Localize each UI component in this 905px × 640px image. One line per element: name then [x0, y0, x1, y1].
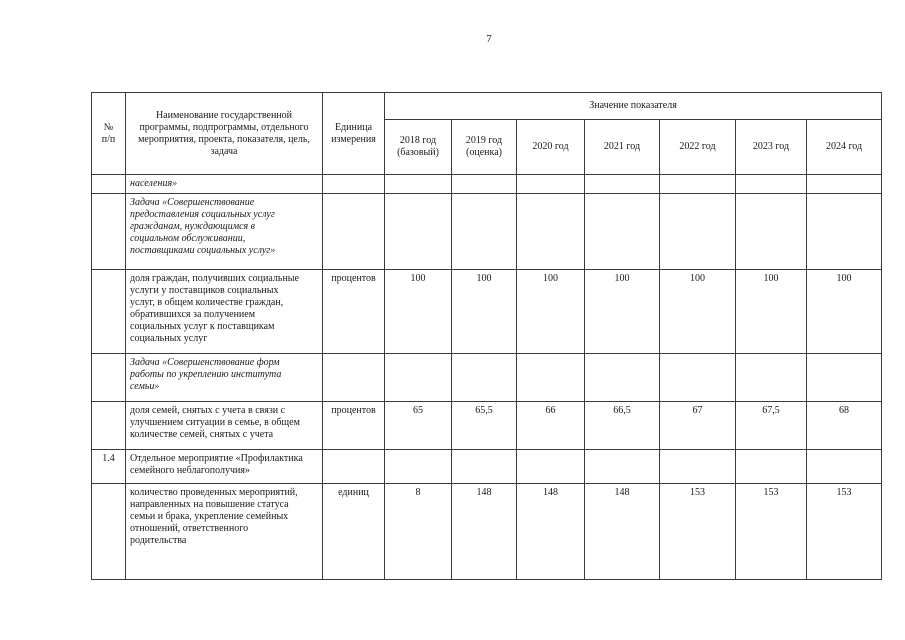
row-value-cell	[660, 402, 736, 450]
row-value-cell	[660, 450, 736, 484]
row-value-cell	[452, 354, 517, 402]
row-value-cell	[452, 194, 517, 270]
table-row	[92, 354, 882, 402]
row-unit-cell	[323, 484, 385, 580]
row-name-cell-text: Задача «Совершенствование предоставления социальных услуг гражданам, нуждающимся в социальном обслуживании, поставщиками социальных услуг»	[130, 197, 276, 256]
row-unit-cell-text: единиц	[338, 487, 369, 498]
row-value-cell	[736, 270, 807, 354]
row-value-cell-text: 153	[690, 487, 705, 498]
row-name-cell	[126, 450, 323, 484]
row-number-cell	[92, 354, 126, 402]
row-name-cell-text: доля семей, снятых с учета в связи с улучшением ситуации в семье, в общем количестве семей, снятых с учета	[130, 405, 300, 440]
row-value-cell	[736, 354, 807, 402]
row-name-cell	[126, 484, 323, 580]
row-value-cell-text: 100	[690, 273, 705, 284]
row-value-cell	[660, 194, 736, 270]
row-value-cell-text: 100	[836, 273, 852, 284]
row-value-cell-text: 100	[543, 273, 558, 284]
row-value-cell	[517, 450, 585, 484]
row-name-cell	[126, 402, 323, 450]
table-header	[92, 93, 882, 175]
row-value-cell	[807, 354, 882, 402]
row-unit-cell-text: процентов	[331, 273, 376, 284]
row-value-cell	[385, 175, 452, 194]
page-number: 7	[486, 33, 492, 45]
row-value-cell	[385, 450, 452, 484]
row-value-cell	[517, 402, 585, 450]
row-value-cell	[517, 175, 585, 194]
indicators-table	[91, 92, 882, 580]
row-unit-cell	[323, 194, 385, 270]
table-row	[92, 450, 882, 484]
row-value-cell	[452, 175, 517, 194]
row-name-cell-text: Задача «Совершенствование форм работы по укреплению института семьи»	[130, 357, 282, 392]
row-number-cell-text: 1.4	[102, 453, 115, 464]
row-value-cell	[736, 175, 807, 194]
row-value-cell	[585, 175, 660, 194]
row-value-cell	[585, 402, 660, 450]
row-value-cell	[517, 270, 585, 354]
row-value-cell	[736, 484, 807, 580]
table-row	[92, 175, 882, 194]
header-year-2020: 2020 год	[517, 120, 585, 175]
row-value-cell	[585, 354, 660, 402]
row-unit-cell	[323, 175, 385, 194]
row-name-cell	[126, 175, 323, 194]
row-value-cell	[385, 270, 452, 354]
row-number-cell	[92, 450, 126, 484]
row-value-cell-text: 67,5	[762, 405, 780, 416]
row-value-cell	[807, 194, 882, 270]
row-value-cell	[807, 402, 882, 450]
row-number-cell	[92, 270, 126, 354]
row-value-cell	[385, 484, 452, 580]
row-value-cell	[452, 450, 517, 484]
table-row	[92, 484, 882, 580]
row-number-cell	[92, 402, 126, 450]
row-value-cell-text: 67	[692, 405, 703, 416]
row-value-cell	[452, 484, 517, 580]
table-row	[92, 194, 882, 270]
row-value-cell-text: 65	[413, 405, 423, 416]
row-number-cell	[92, 484, 126, 580]
header-year-2022: 2022 год	[660, 120, 736, 175]
row-value-cell-text: 148	[543, 487, 558, 498]
header-col-values: Значение показателя	[385, 93, 882, 120]
row-value-cell	[452, 270, 517, 354]
row-value-cell-text: 153	[763, 487, 779, 498]
row-value-cell	[807, 450, 882, 484]
row-unit-cell-text: процентов	[331, 405, 376, 416]
row-value-cell	[585, 484, 660, 580]
row-value-cell	[807, 270, 882, 354]
row-value-cell-text: 66	[545, 405, 556, 416]
row-value-cell-text: 100	[614, 273, 630, 284]
row-value-cell	[585, 450, 660, 484]
table-row	[92, 270, 882, 354]
row-value-cell	[452, 402, 517, 450]
row-value-cell-text: 65,5	[475, 405, 493, 416]
row-unit-cell	[323, 270, 385, 354]
row-unit-cell	[323, 402, 385, 450]
row-name-cell-text: Отдельное мероприятие «Профилактика семейного неблагополучия»	[130, 453, 303, 476]
row-value-cell-text: 68	[839, 405, 850, 416]
row-unit-cell	[323, 354, 385, 402]
row-value-cell	[736, 402, 807, 450]
row-value-cell	[517, 484, 585, 580]
row-value-cell	[517, 354, 585, 402]
row-value-cell	[517, 194, 585, 270]
row-name-cell-text: количество проведенных мероприятий, направленных на повышение статуса семьи и брака, укрепление семейных отношений, ответственного родительства	[130, 487, 298, 546]
row-value-cell-text: 148	[476, 487, 492, 498]
row-value-cell	[807, 484, 882, 580]
table-row	[92, 402, 882, 450]
row-value-cell	[807, 175, 882, 194]
row-name-cell	[126, 194, 323, 270]
row-value-cell-text: 66,5	[613, 405, 631, 416]
header-year-2023: 2023 год	[736, 120, 807, 175]
row-name-cell	[126, 354, 323, 402]
header-col-name: Наименование государственной программы, подпрограммы, отдельного мероприятия, проекта, показателя, цель, задача	[126, 93, 323, 175]
row-value-cell	[385, 354, 452, 402]
row-value-cell	[385, 194, 452, 270]
row-name-cell	[126, 270, 323, 354]
header-col-unit: Единица измерения	[323, 93, 385, 175]
row-value-cell	[736, 194, 807, 270]
header-year-2021: 2021 год	[585, 120, 660, 175]
table-body	[92, 175, 882, 580]
row-value-cell	[736, 450, 807, 484]
header-year-2018: 2018 год (базовый)	[385, 120, 452, 175]
header-year-2024: 2024 год	[807, 120, 882, 175]
row-value-cell	[585, 194, 660, 270]
row-unit-cell	[323, 450, 385, 484]
row-value-cell-text: 100	[763, 273, 779, 284]
row-value-cell	[385, 402, 452, 450]
row-name-cell-text: населения»	[130, 178, 178, 189]
row-value-cell-text: 100	[476, 273, 492, 284]
row-value-cell	[660, 354, 736, 402]
row-number-cell	[92, 194, 126, 270]
row-value-cell-text: 148	[614, 487, 630, 498]
row-name-cell-text: доля граждан, получивших социальные услуги у поставщиков социальных услуг, в общем количестве граждан, обратившихся за получением социальных услуг к поставщикам социальных услуг	[130, 273, 299, 344]
row-value-cell	[660, 175, 736, 194]
header-year-2019: 2019 год (оценка)	[452, 120, 517, 175]
row-value-cell	[660, 270, 736, 354]
row-value-cell-text: 153	[836, 487, 852, 498]
row-value-cell-text: 8	[415, 487, 421, 498]
header-row-1	[92, 93, 882, 120]
row-number-cell	[92, 175, 126, 194]
row-value-cell-text: 100	[410, 273, 426, 284]
row-value-cell	[585, 270, 660, 354]
row-value-cell	[660, 484, 736, 580]
header-col-num: № п/п	[92, 93, 126, 175]
